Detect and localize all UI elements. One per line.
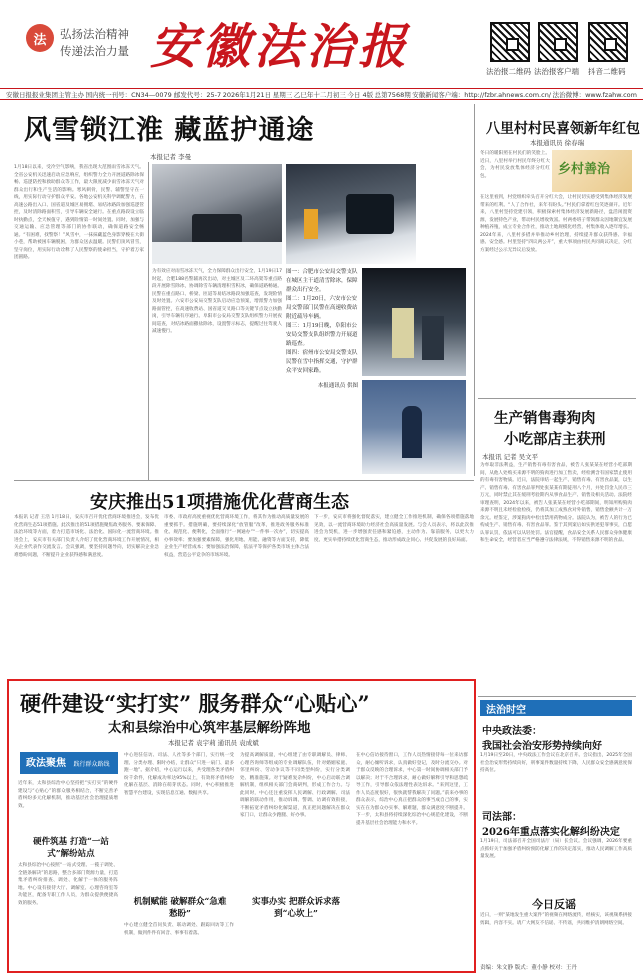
feature-body-intro: 近年来，太和县综治中心坚持把“实打实”的硬件建设与“心贴心”的群众服务相结合，不断完善矛盾纠纷多元化解机制，推动基层社会治理提质增效。 [18, 781, 118, 809]
page-count: 今日 4版 [347, 90, 374, 99]
qr-code-douyin [588, 22, 628, 62]
column-rule-right [474, 104, 475, 476]
slogan-line-2: 传递法治力量 [60, 44, 129, 58]
feature-byline: 本报记者 袁宇莉 通讯员 袁成斌 [168, 739, 259, 747]
section-rule [478, 696, 636, 697]
sidebar-item-2-body: 1月19日，司法部召开全国司法厅（局）长会议。会议强调，2026年要重点抓好关于加强矛盾纠纷预防化解工作的决定落实，推动人民调解工作高质量发展。 [480, 839, 632, 859]
feature-tag-sub: 践行群众路线 [73, 761, 110, 768]
column-rule [148, 162, 149, 480]
center-byline: 本报讯 记者 王浩 1月18日，安庆市召开优化营商环境推进会，发布优化营商生态51项措施。 [14, 515, 159, 528]
section-rule [478, 398, 636, 399]
sidebar-title: 法治时空 [480, 700, 632, 716]
center-body-col-3: 下一步，安庆市将强化督促落实，建立健全工作推进机制，确保各项措施落地见效，以一流营商环境助力经济社会高质量发展。与会人员表示，将以此次推进会为契机，进一步增强责任感和紧迫感，主动作为、靠前服务，以更大力度、更实举措持续优化营商生态，推动形成政企同心、共促发展的良好局面。 [314, 515, 474, 543]
lead-body-col-1: 1月18日以来，受冷空气影响，我省出现大范围雨雪冰冻天气。全省公安机关迅速启动应急响应，组织警力全力开展道路除冰保畅、巡逻防控和救助群众等工作，最大限度减少雨雪冰冻天气对群众出行和生产生活的影响。寒风刺骨，民警、辅警坚守在一线，用实际行动守护群众平安。各地公安机关科学调配警力，在高速公路出入口、国省道及城区易拥堵、易结冰路段加强巡逻管控，及时清除路面积雪，引导车辆安全通行。在重点路段设立临时执勤点，全天候值守，遇到险情第一时间处置。同时，加强与交通运输、应急管理等部门的协作联动，确保道路安全畅通。“有困难，找警察！”风雪中，一抹抹藏蓝色身影穿梭在大街小巷，帮助被困车辆脱困，为群众送去温暖。民警们顶风冒雪，坚守岗位，用实际行动诠释了人民警察的使命担当，守护着万家团圆路。 [14, 165, 144, 260]
sidebar-item-1-headline: 中央政法委： [482, 726, 542, 737]
photo-snow-road [152, 164, 282, 264]
feature-body-col-4: 在中心信访接待窗口，工作人员热情接待每一位来访群众，耐心倾听诉求，认真做好登记，及时分流交办。对于群众反映的合理诉求，中心第一时间协调相关部门予以解决；对于不合理诉求，耐心做好解释引导和思想疏导工作，引导群众依法理性表达诉求。“来到这里，工作人员态度很好，很快就帮我解决了问题。”前来办事的群众表示，综治中心真正把群众的事当成自己的事，实实在在为群众办实事、解难题，群众满意度不断提升。下一步，太和县将持续深化综治中心规范化建设，不断提升基层社会治理能力和水平。 [356, 753, 468, 826]
feature-body-col-2b: 中心建立健全首问负责、联动调处、跟踪回访等工作机制，做到件件有回音、事事有着落。 [124, 923, 234, 936]
sidebar-item-1-body: 1月19日至20日，中央政法工作会议在北京召开。会议指出，2025年全国社会治安形势持续向好，刑事案件数量持续下降，人民群众安全感满意度保持高位。 [480, 753, 632, 773]
right-mid-headline-2: 小吃部店主获刑 [504, 431, 606, 448]
feature-tag-title: 政法聚焦 [26, 758, 66, 769]
right-top-intro: 冬日的暖阳照在村民们的笑脸上。近日，八里村举行村民年终分红大会，为村民发放集体经济分红红包。 [480, 151, 550, 179]
caption-4: 图四：宿州市公安局交警支队民警在雪中指挥交通，守护群众平安回家路。 [286, 350, 358, 374]
newspaper-masthead: 安徽法治报 [150, 19, 411, 75]
caption-3: 图三：1月19日晚，阜阳市公安局交警支队组织警力开展道路巡查。 [286, 323, 358, 347]
sidebar-item-2-headline: 司法部： [482, 812, 522, 823]
center-headline: 安庆推出51项措施优化营商生态 [90, 492, 350, 513]
section-rule [14, 480, 474, 481]
newspaper-logo: 法 [26, 24, 54, 52]
right-top-headline: 八里村村民喜领新年红包 [486, 121, 640, 137]
lead-headline: 风雪锁江淮 藏蓝护通途 [24, 115, 315, 146]
issue-info-bar [0, 88, 643, 100]
right-mid-headline-1: 生产销售毒狗肉 [494, 410, 596, 427]
issn: 国内统一刊号：CN34—0079 邮发代号：25-7 [85, 90, 222, 99]
sidebar-item-1-sub: 我国社会治安形势持续向好 [482, 741, 602, 752]
right-top-byline: 本报通讯员 徐春瑞 [530, 139, 585, 147]
right-mid-body: 为牟取非法利益，生产销售有毒有害食品，被告人张某某在经营小吃部期间，从他人处购买来源不明的狗肉进行加工售卖，经检测含有国家禁止使用的有毒有害物质。近日，法院审结一起生产、销售有毒、有害食品案，以生产、销售有毒、有害食品罪判处张某某有期徒刑八个月，并处罚金人民币三万元，同时禁止其在缓刑考验期内从事食品生产、销售及相关活动。法院经审理查明，2024年以来，被告人张某某在经营小吃部期间，明知所购狗肉来源不明且未经检验检疫，仍将其加工成熟食对外销售，销售金额共计一万余元。经鉴定，涉案狗肉中检出禁用药物成分。法院认为，被告人的行为已构成生产、销售有毒、有害食品罪。鉴于其到案后如实供述犯罪事实，自愿认罪认罚，依法可以从轻处罚。法官提醒，食品安全关系人民群众身体健康和生命安全，经营者应当严格遵守法律法规，不得销售来源不明的食品。 [480, 463, 632, 543]
right-mid-byline: 本报讯 记者 吴文平 [482, 453, 539, 461]
qr-code-app [538, 22, 578, 62]
center-body-col-1: 本报讯 记者 王浩 1月18日，安庆市召开优化营商环境推进会，发布优化营商生态51项措施。此次推出的51项措施聚焦政务服务、要素保障、法治环境等方面，着力打造市场化、法治化、国际化一流营商环境。推进会上，安庆市有关部门负责人介绍了优化营商环境工作开展情况，相关企业代表作交流发言。会议强调，要坚持问题导向，切实解决企业急难愁盼问题，不断提升企业获得感和满意度。 [14, 515, 159, 558]
publisher: 安徽日报报业集团主管主办 [6, 90, 84, 99]
feature-headline: 硬件建设“实打实” 服务群众“心贴心” [20, 691, 370, 716]
slogan [60, 26, 129, 60]
website: 安徽新闻客户端：http://fzbr.ahnews.com.cn/ [412, 90, 551, 99]
lead-byline: 本报记者 李曼 [150, 153, 192, 161]
feature-subhead: 太和县综治中心筑牢基层解纷阵地 [108, 720, 311, 736]
feature-section-2: 机制赋能 破解群众“急难愁盼” [133, 897, 227, 919]
feature-body-col-1: 太和县综治中心按照“一站式受理、一揽子调处、全链条解决”的思路，整合多部门资源力量，打造集矛盾纠纷排查、调处、化解于一体的服务阵地。中心设有接待大厅、调解室、心理咨询室等功能区，配备专职工作人员，为群众提供便捷高效的服务。 [18, 863, 118, 906]
lunar-date: 乙巳年十二月初三 [293, 90, 346, 99]
right-mid-headline [494, 408, 606, 450]
feature-body-col-3: 为提高调解质量，中心组建了由专职调解员、律师、心理咨询师等组成的专业调解队伍，针对婚姻家庭、邻里纠纷、劳动争议等不同类型纠纷，实行分类调处、精准施策。对于疑难复杂纠纷，中心启动联合调解机制，组织相关部门会商研判，形成工作合力。与此同时，中心还注重发挥人民调解、行政调解、司法调解的联动作用，推动诉调、警调、访调有效衔接，不断拓宽矛盾纠纷化解渠道，真正把问题解决在群众家门口，让群众少跑腿、好办事。 [240, 753, 350, 818]
qr-label-app: 法治报客户端 [534, 67, 579, 76]
page-footer-credits: 责编：朱文静 版式：董小静 校对：王丹 [480, 965, 577, 971]
caption-credit: 本报通讯员 供图 [317, 383, 358, 389]
feature-body-col-2: 中心进驻信访、司法、人社等多个部门，实行统一受理、分类办理、限时办结，让群众“只进一扇门、最多跑一地”。据介绍，中心运行以来，共受理各类矛盾纠纷千余件，化解成功率达95%以上，有效将矛盾纠纷化解在基层、消除在萌芽状态。同时，中心积极推进智慧平台建设，实现信息互通、数据共享。 [124, 753, 234, 796]
right-top-body: 在这里看到，村党组织牵头召开分红大会，让村民切实感受到集体经济发展带来的红利。“人了合作社，来年有盼头。”村民们拿着红包笑逐颜开。近年来，八里村坚持党建引领，积极探索村集体经济发展新路径，盘活闲置资源，发展特色产业，带动村民增收致富。村两委班子带领群众因地制宜发展种植养殖，成立专业合作社，推动土地规模化经营，村集体收入逐年增长。2024年来，八里村多措并举推动乡村治理，持续提升群众获得感、幸福感、安全感。村里坚持“四议两公开”，重大事项由村民共同商议决定，分红方案经过公示无异议后发放。 [480, 195, 632, 253]
sidebar-item-2-sub: 2026年重点落实化解纠纷决定 [482, 827, 620, 838]
lead-captions [286, 268, 358, 468]
photo-traffic-police [362, 380, 466, 474]
center-body-col-2: 市委、市政府高度重视优化营商环境工作，将其作为推动高质量发展的重要抓手。措施明确，要持续深化“放管服”改革，推进政务服务标准化、规范化、便利化，全面推行“一网通办”“一件事一次办”，切实提高办事效率；要加强要素保障，强化用地、用能、融资等方面支持，降低企业生产经营成本；要加强法治保障，依法平等保护各类市场主体合法权益，营造公平竞争的市场环境。 [164, 515, 309, 558]
qr-label-newspaper: 法治报二维码 [486, 67, 531, 76]
caption-1: 图一：合肥市公安局交警支队在城区主干道清雪除冰，保障群众出行安全。 [286, 269, 358, 293]
caption-2: 图二：1月20日，六安市公安局交警部门民警在高速收费站附近疏导车辆。 [286, 296, 358, 320]
weekday: 星期三 [272, 90, 293, 99]
sidebar-item-3-headline: 今日反谣 [532, 898, 576, 911]
masthead-area [0, 0, 643, 88]
issue-date: 2026年1月21日 [222, 90, 272, 99]
feature-tag [20, 752, 118, 774]
lead-body-col-2: 为有效应对雨雪冰冻天气，全力保障群众出行安全，1月19日17时起，合肥188名警辅再次出动，对主城区及二环高架等重点路段开展除雪除冰，协调除雪车辆清理积雪积冰，确保道路畅通。民警在重点路口、桥梁、匝道等易结冰路段加强巡查，发现险情及时处置。六安市公安局交警支队启动应急预案，增派警力加强路面管控，在高速收费站、国省道交叉路口等关键节点设立执勤岗，引导车辆有序通行。阜阳市公安局交警支队组织警力开展夜间巡查，对结冰路面撒盐除冰，设置警示标志，提醒过往驾驶人减速慢行。 [152, 269, 282, 334]
village-sign-text: 乡村善治 [558, 162, 611, 177]
feature-section-1: 硬件筑基 打造“一站式”解纷站点 [33, 837, 109, 859]
photo-night-snow [362, 268, 466, 376]
photo-village-sign [552, 150, 632, 192]
slogan-line-1: 弘扬法治精神 [60, 27, 129, 41]
photo-police-plowing [286, 164, 416, 264]
weibo: 法治微博：www.fzahw.com [552, 90, 637, 99]
qr-code-newspaper [490, 22, 530, 62]
sidebar-item-3-body: 近日，一则“某地发生重大案件”的视频在网络流传，经核实，该视频系拼接剪辑，内容不实。请广大网友不信谣、不传谣，共同维护清朗网络空间。 [480, 913, 632, 926]
qr-label-douyin: 抖音二维码 [588, 67, 626, 76]
feature-section-3: 实事办实 把群众诉求落到“心坎上” [246, 896, 346, 920]
issue-number: 总第7568期 [374, 90, 411, 99]
